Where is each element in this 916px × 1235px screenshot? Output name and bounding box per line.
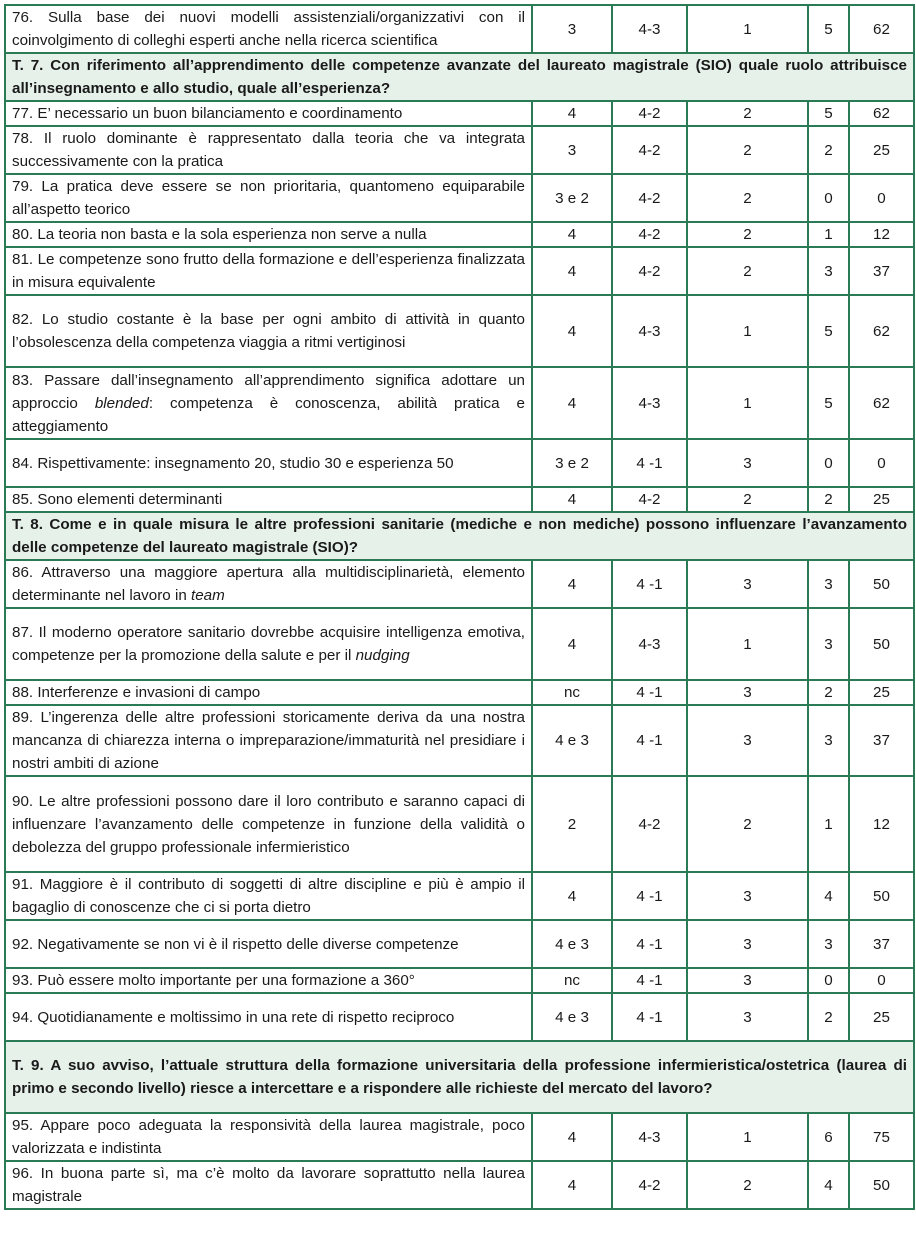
table-row [5,247,914,295]
value-cell-3: 2 [687,1161,808,1209]
value-cell-2: 4-2 [612,126,687,174]
value-cell-2: 4-3 [612,295,687,367]
value-cell-5: 12 [849,776,914,872]
section-header-row [5,53,914,101]
table-row [5,101,914,126]
value-cell-1: 4 [532,608,612,680]
value-cell-3: 1 [687,608,808,680]
value-cell-3: 3 [687,920,808,968]
value-cell-3: 2 [687,126,808,174]
table-row [5,705,914,776]
statement-cell: 78. Il ruolo dominante è rappresentato dalla teoria che va integrata successivamente con la pratica [5,126,532,174]
value-cell-3: 1 [687,295,808,367]
table-row [5,872,914,920]
value-cell-1: 4 [532,487,612,512]
value-cell-5: 0 [849,439,914,487]
table-row [5,920,914,968]
value-cell-4: 1 [808,222,849,247]
value-cell-5: 62 [849,101,914,126]
value-cell-2: 4 -1 [612,680,687,705]
value-cell-5: 50 [849,872,914,920]
value-cell-3: 1 [687,367,808,439]
statement-cell: 90. Le altre professioni possono dare il loro contributo e saranno capaci di influenzare l’avanzamento delle competenze in funzione della validità o debolezza del gruppo professionale infermieristico [5,776,532,872]
value-cell-5: 25 [849,680,914,705]
statement-cell: 80. La teoria non basta e la sola esperienza non serve a nulla [5,222,532,247]
value-cell-2: 4-3 [612,367,687,439]
statement-cell: 81. Le competenze sono frutto della formazione e dell’esperienza finalizzata in misura equivalente [5,247,532,295]
value-cell-3: 3 [687,993,808,1041]
value-cell-4: 2 [808,680,849,705]
value-cell-2: 4 -1 [612,993,687,1041]
value-cell-4: 3 [808,560,849,608]
statement-text: 86. Attraverso una maggiore apertura alla multidisciplinarietà, elemento determinante nel lavoro in [12,564,525,604]
value-cell-1: nc [532,680,612,705]
value-cell-2: 4-3 [612,1113,687,1161]
value-cell-5: 62 [849,5,914,53]
value-cell-4: 2 [808,126,849,174]
table-row [5,367,914,439]
value-cell-2: 4-2 [612,776,687,872]
statement-emphasis: team [190,587,225,604]
table-row [5,126,914,174]
statement-cell: 91. Maggiore è il contributo di soggetti di altre discipline e più è ampio il bagaglio di conoscenze che ci si porta dietro [5,872,532,920]
value-cell-5: 62 [849,295,914,367]
value-cell-5: 50 [849,560,914,608]
value-cell-3: 2 [687,776,808,872]
value-cell-3: 2 [687,174,808,222]
value-cell-5: 25 [849,126,914,174]
statement-cell: 76. Sulla base dei nuovi modelli assistenziali/organizzativi con il coinvolgimento di colleghi esperti anche nella ricerca scientifica [5,5,532,53]
value-cell-1: 4 e 3 [532,705,612,776]
section-question: T. 8. Come e in quale misura le altre professioni sanitarie (mediche e non mediche) possono influenzare l’avanzamento delle competenze del laureato magistrale (SIO)? [5,512,914,560]
table-row [5,222,914,247]
value-cell-5: 12 [849,222,914,247]
statement-cell: 93. Può essere molto importante per una formazione a 360° [5,968,532,993]
section-header-row [5,1041,914,1113]
responses-table [4,4,915,1210]
value-cell-1: 3 [532,5,612,53]
value-cell-1: 4 [532,560,612,608]
value-cell-1: 4 [532,222,612,247]
value-cell-1: 4 [532,872,612,920]
value-cell-2: 4-3 [612,608,687,680]
value-cell-4: 0 [808,174,849,222]
value-cell-5: 37 [849,705,914,776]
value-cell-4: 3 [808,705,849,776]
table-row [5,560,914,608]
value-cell-3: 3 [687,968,808,993]
statement-emphasis: blended [94,394,149,412]
statement-cell: 79. La pratica deve essere se non prioritaria, quantomeno equiparabile all’aspetto teorico [5,174,532,222]
value-cell-1: 4 [532,1161,612,1209]
table-row [5,295,914,367]
value-cell-4: 4 [808,872,849,920]
value-cell-1: 4 e 3 [532,993,612,1041]
value-cell-1: nc [532,968,612,993]
value-cell-4: 5 [808,5,849,53]
value-cell-2: 4 -1 [612,920,687,968]
table-body [5,5,914,1209]
value-cell-5: 25 [849,487,914,512]
value-cell-1: 4 [532,1113,612,1161]
value-cell-3: 2 [687,487,808,512]
value-cell-2: 4-2 [612,1161,687,1209]
value-cell-4: 0 [808,968,849,993]
statement-text: 87. Il moderno operatore sanitario dovrebbe acquisire intelligenza emotiva, competenze per la promozione della salute e per il [12,624,525,664]
value-cell-1: 4 e 3 [532,920,612,968]
value-cell-5: 37 [849,920,914,968]
statement-emphasis: nudging [355,647,410,664]
value-cell-5: 25 [849,993,914,1041]
value-cell-5: 50 [849,1161,914,1209]
value-cell-3: 3 [687,872,808,920]
statement-cell [5,560,532,608]
value-cell-4: 5 [808,367,849,439]
value-cell-4: 4 [808,1161,849,1209]
value-cell-3: 2 [687,101,808,126]
value-cell-3: 3 [687,560,808,608]
value-cell-4: 6 [808,1113,849,1161]
value-cell-1: 3 e 2 [532,174,612,222]
statement-text: 83. Passare dall’insegnamento all’apprendimento significa adottare un approccio [12,371,525,412]
statement-text: : competenza è conoscenza, abilità pratica e atteggiamento [12,394,525,435]
table-row [5,1113,914,1161]
table-row [5,174,914,222]
statement-cell: 88. Interferenze e invasioni di campo [5,680,532,705]
value-cell-3: 3 [687,680,808,705]
value-cell-3: 2 [687,222,808,247]
value-cell-5: 0 [849,174,914,222]
value-cell-4: 1 [808,776,849,872]
value-cell-1: 3 e 2 [532,439,612,487]
value-cell-5: 0 [849,968,914,993]
value-cell-4: 2 [808,487,849,512]
value-cell-2: 4-2 [612,247,687,295]
statement-cell [5,367,532,439]
value-cell-3: 3 [687,705,808,776]
table-row [5,608,914,680]
value-cell-4: 5 [808,295,849,367]
statement-cell: 84. Rispettivamente: insegnamento 20, studio 30 e esperienza 50 [5,439,532,487]
section-question: T. 9. A suo avviso, l’attuale struttura della formazione universitaria della professione infermieristica/ostetrica (laurea di primo e secondo livello) riesce a intercettare e a rispondere alle richieste del mercato del lavoro? [5,1041,914,1113]
table-row [5,993,914,1041]
statement-cell: 94. Quotidianamente e moltissimo in una rete di rispetto reciproco [5,993,532,1041]
value-cell-2: 4 -1 [612,872,687,920]
value-cell-3: 2 [687,247,808,295]
value-cell-2: 4-2 [612,487,687,512]
value-cell-1: 4 [532,367,612,439]
value-cell-4: 3 [808,920,849,968]
value-cell-2: 4-2 [612,174,687,222]
statement-cell: 95. Appare poco adeguata la responsività della laurea magistrale, poco valorizzata e indistinta [5,1113,532,1161]
value-cell-1: 4 [532,247,612,295]
value-cell-3: 3 [687,439,808,487]
value-cell-2: 4 -1 [612,968,687,993]
value-cell-4: 2 [808,993,849,1041]
value-cell-4: 3 [808,608,849,680]
table-row [5,5,914,53]
value-cell-2: 4 -1 [612,560,687,608]
value-cell-1: 4 [532,101,612,126]
table-row [5,776,914,872]
section-header-row [5,512,914,560]
value-cell-1: 2 [532,776,612,872]
table-row [5,439,914,487]
section-question: T. 7. Con riferimento all’apprendimento delle competenze avanzate del laureato magistrale (SIO) quale ruolo attribuisce all’insegnamento e allo studio, quale all’esperienza? [5,53,914,101]
statement-cell: 85. Sono elementi determinanti [5,487,532,512]
value-cell-2: 4-3 [612,5,687,53]
statement-cell: 96. In buona parte sì, ma c’è molto da lavorare soprattutto nella laurea magistrale [5,1161,532,1209]
value-cell-5: 50 [849,608,914,680]
value-cell-1: 3 [532,126,612,174]
value-cell-3: 1 [687,5,808,53]
table-row [5,1161,914,1209]
value-cell-4: 5 [808,101,849,126]
value-cell-2: 4-2 [612,101,687,126]
value-cell-2: 4-2 [612,222,687,247]
table-row [5,680,914,705]
value-cell-4: 3 [808,247,849,295]
value-cell-3: 1 [687,1113,808,1161]
statement-cell: 77. E’ necessario un buon bilanciamento e coordinamento [5,101,532,126]
value-cell-4: 0 [808,439,849,487]
statement-cell [5,608,532,680]
statement-cell: 92. Negativamente se non vi è il rispetto delle diverse competenze [5,920,532,968]
value-cell-1: 4 [532,295,612,367]
value-cell-5: 62 [849,367,914,439]
statement-cell: 82. Lo studio costante è la base per ogni ambito di attività in quanto l’obsolescenza della competenza viaggia a ritmi vertiginosi [5,295,532,367]
table-row [5,487,914,512]
value-cell-5: 37 [849,247,914,295]
value-cell-5: 75 [849,1113,914,1161]
value-cell-2: 4 -1 [612,439,687,487]
statement-cell: 89. L’ingerenza delle altre professioni storicamente deriva da una nostra mancanza di chiarezza interna o impreparazione/immaturità nel presidiare i nostri ambiti di azione [5,705,532,776]
value-cell-2: 4 -1 [612,705,687,776]
table-row [5,968,914,993]
